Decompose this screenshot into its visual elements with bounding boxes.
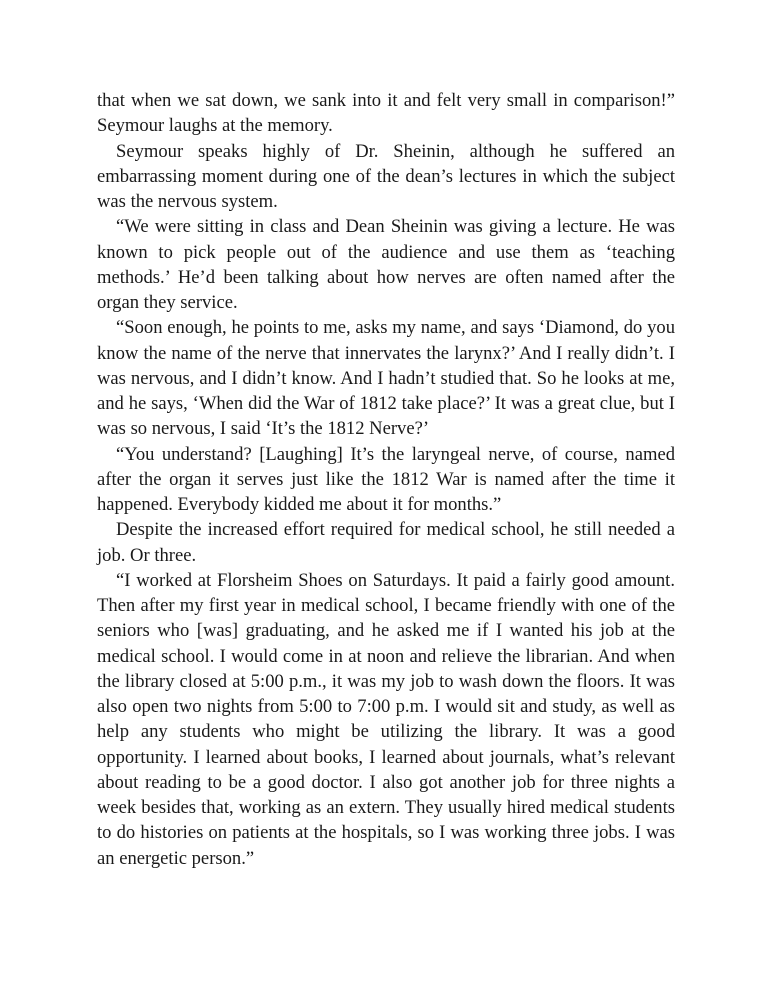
paragraph-dean-sheinin: Seymour speaks highly of Dr. Sheinin, although he suffered an embarrassing moment during one of the dean’s lectures in which the subject was the nervous system. bbox=[97, 140, 675, 212]
paragraph-laryngeal-nerve: “You understand? [Laughing] It’s the laryngeal nerve, of course, named after the organ it serves just like the 1812 War is named after the time it happened. Everybody kidded me about it for months.” bbox=[97, 443, 675, 515]
book-page-text bbox=[97, 88, 675, 871]
paragraph-lecture: “We were sitting in class and Dean Sheinin was giving a lecture. He was known to pick people out of the audience and use them as ‘teaching methods.’ He’d been talking about how nerves are often named after the organ they service. bbox=[97, 216, 675, 313]
paragraph-larynx-question: “Soon enough, he points to me, asks my name, and says ‘Diamond, do you know the name of the nerve that innervates the larynx?’ And I really didn’t. I was nervous, and I didn’t know. And I hadn’t studied that. So he looks at me, and he says, ‘When did the War of 1812 take place?’ It was a great clue, but I was so nervous, I said ‘It’s the 1812 Nerve?’ bbox=[97, 317, 675, 440]
paragraph-needed-job: Despite the increased effort required for medical school, he still needed a job. Or three. bbox=[97, 519, 675, 566]
paragraph-three-jobs: “I worked at Florsheim Shoes on Saturdays. It paid a fairly good amount. Then after my first year in medical school, I became friendly with one of the seniors who [was] graduating, and he asked me if I wanted his job at the medical school. I would come in at noon and relieve the librarian. And when the library closed at 5:00 p.m., it was my job to wash down the floors. It was also open two nights from 5:00 to 7:00 p.m. I would sit and study, as well as help any students who might be utilizing the library. It was a good opportunity. I learned about books, I learned about journals, what’s relevant about reading to be a good doctor. I also got another job for three nights a week besides that, working as an extern. They usually hired medical students to do histories on patients at the hospitals, so I was working three jobs. I was an energetic person.” bbox=[97, 569, 675, 869]
paragraph-continuation: that when we sat down, we sank into it and felt very small in comparison!” Seymour laughs at the memory. bbox=[97, 90, 675, 137]
